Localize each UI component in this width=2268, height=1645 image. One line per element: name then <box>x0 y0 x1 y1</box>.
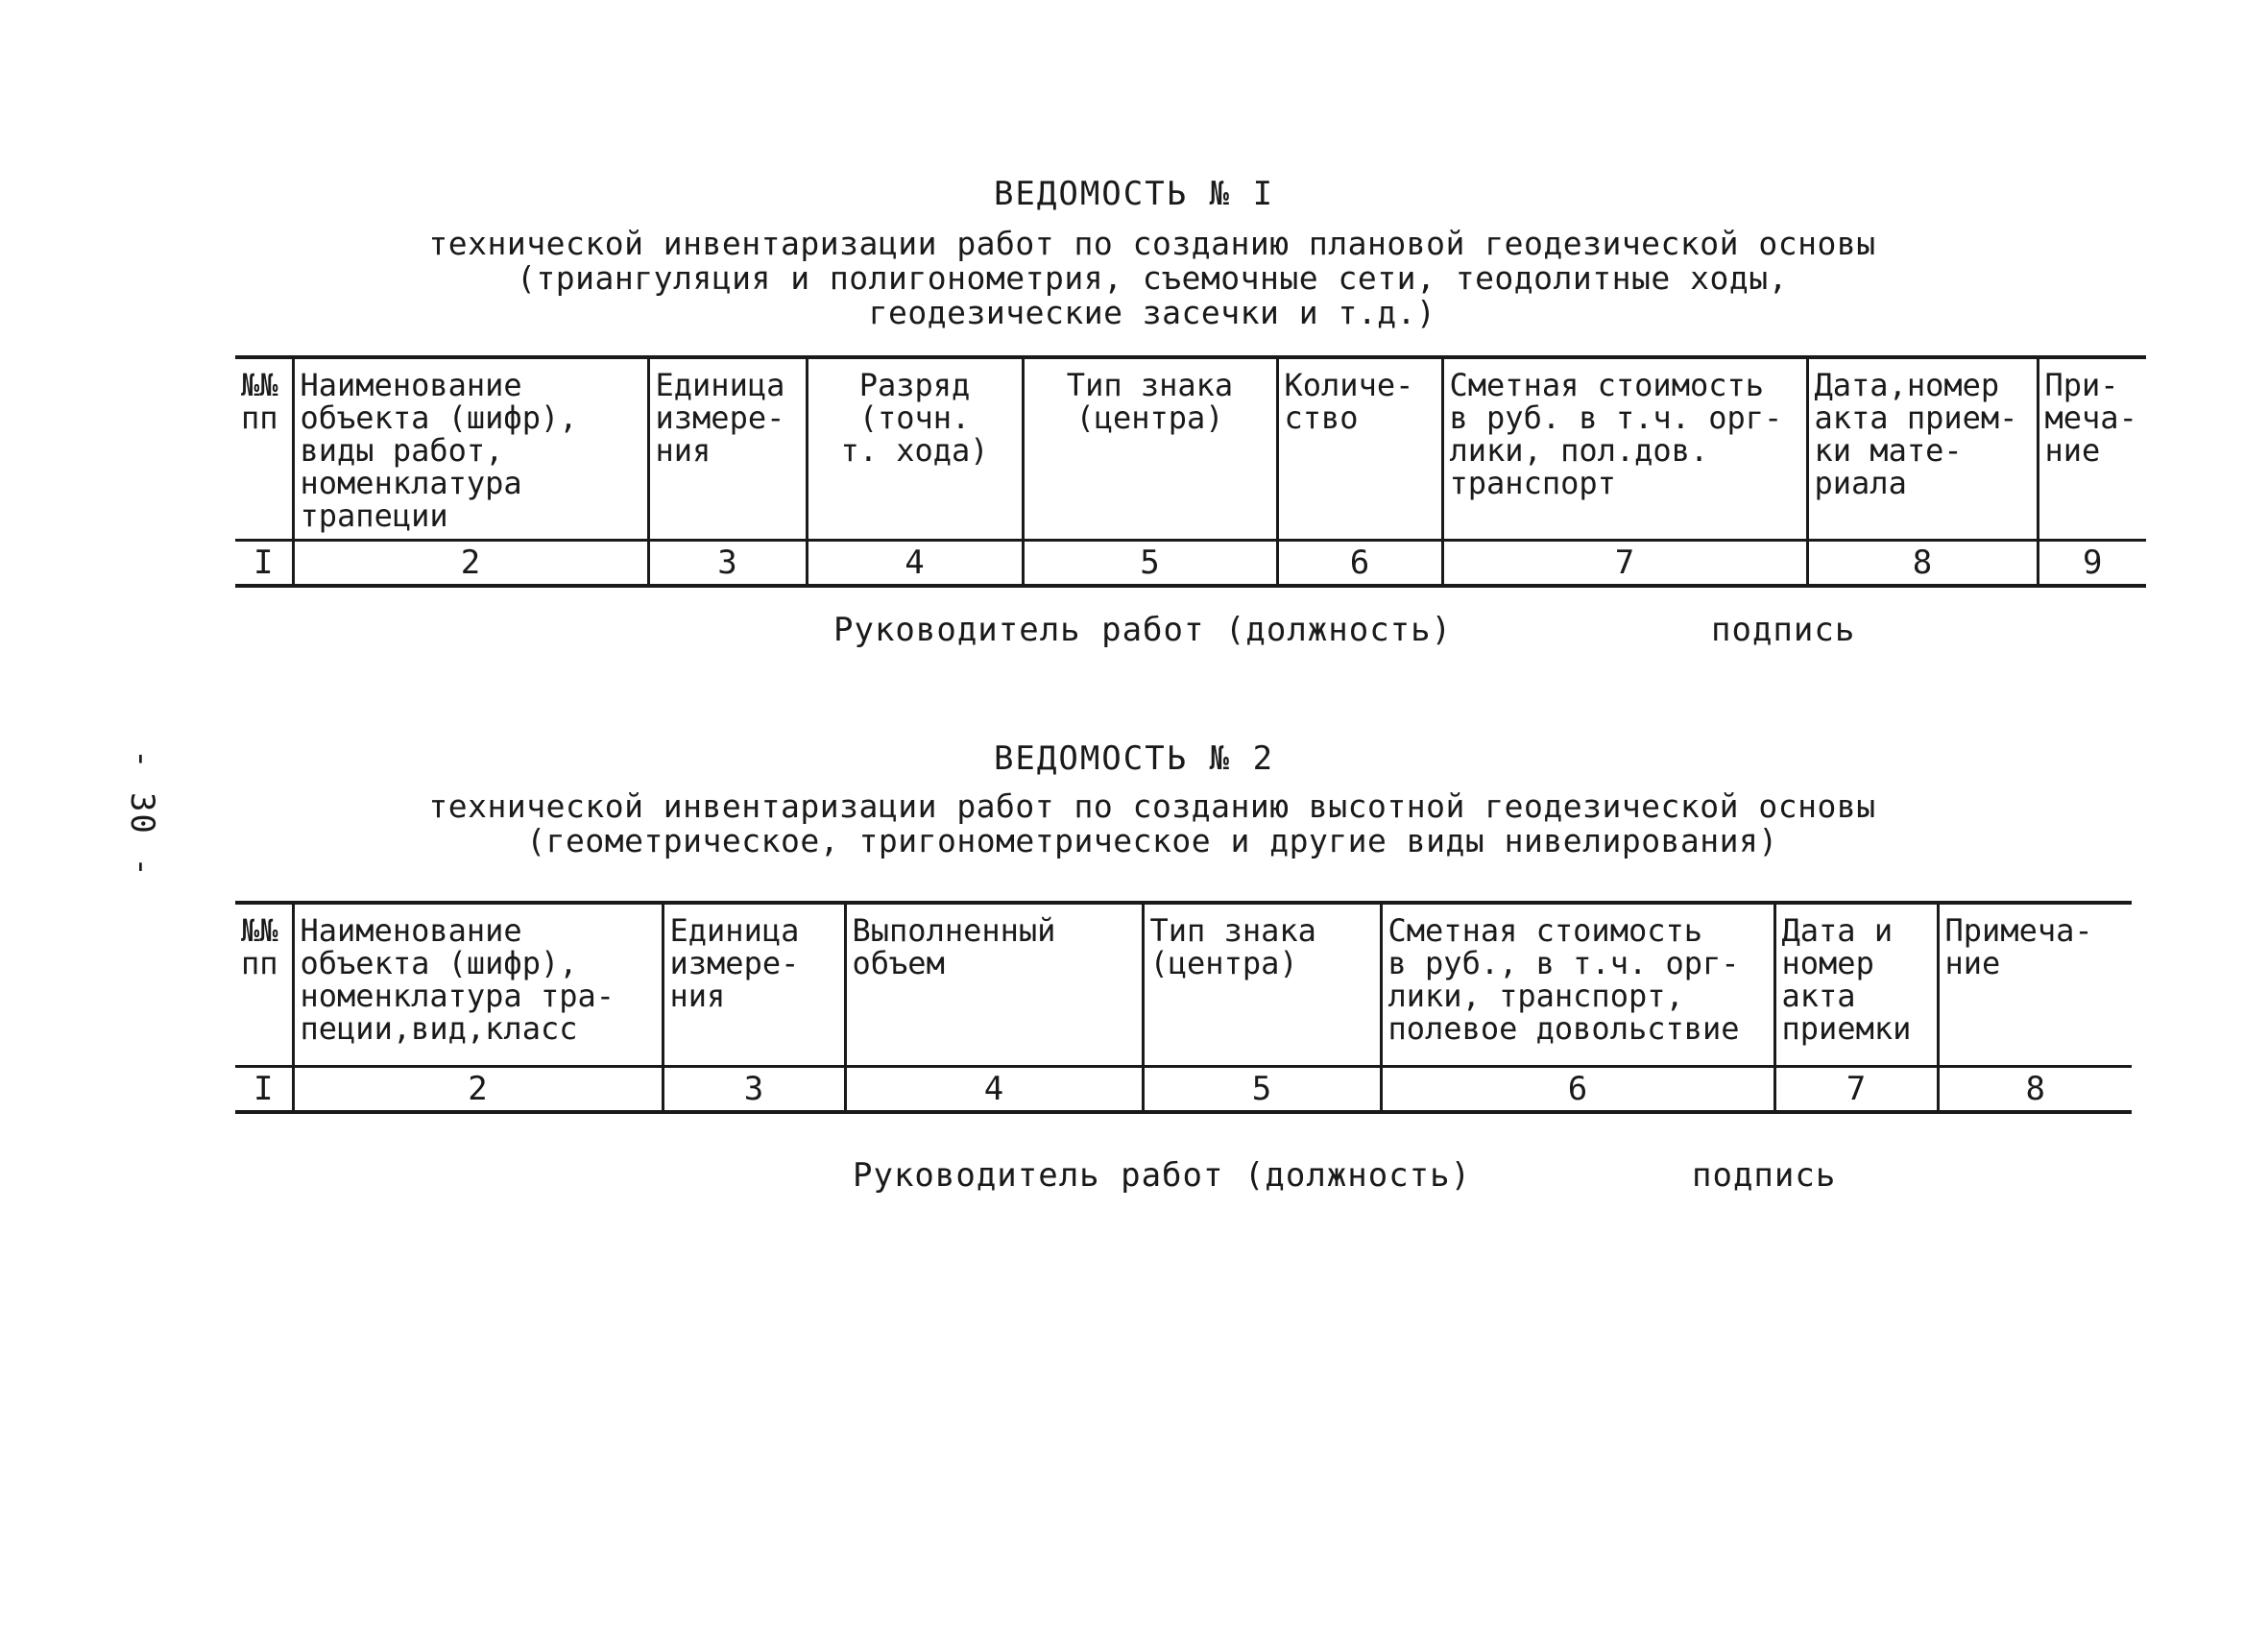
statement2-signature-role: Руководитель работ (должность) <box>853 1156 1472 1195</box>
column-number-cell: 6 <box>1277 540 1442 586</box>
column-number-cell: 9 <box>2038 540 2146 586</box>
column-header-unit: Единица измере- ния <box>663 903 845 1066</box>
table-number-row <box>235 540 2146 586</box>
column-number-cell: 3 <box>648 540 807 586</box>
statement2-table <box>235 901 2132 1114</box>
column-header-number: №№ пп <box>235 357 293 540</box>
statement2-signature-label: подпись <box>1692 1156 1837 1195</box>
column-header-act-date: Дата и номер акта приемки <box>1774 903 1938 1066</box>
column-number-cell: 2 <box>293 540 648 586</box>
column-number-cell: 6 <box>1381 1066 1774 1112</box>
statement2-subtitle <box>288 789 2016 859</box>
statement2-title: ВЕДОМОСТЬ № 2 <box>993 739 1275 778</box>
table-header-row <box>235 357 2146 540</box>
statement2-subtitle-line: (геометрическое, тригонометрическое и другие виды нивелирования) <box>526 822 1778 859</box>
column-header-note: При- меча- ние <box>2038 357 2146 540</box>
column-number-cell: 4 <box>807 540 1023 586</box>
column-number-cell: 7 <box>1774 1066 1938 1112</box>
column-header-rank: Разряд (точн. т. хода) <box>807 357 1023 540</box>
column-number-cell: 2 <box>293 1066 663 1112</box>
statement1-table <box>235 355 2146 588</box>
column-header-sign-type: Тип знака (центра) <box>1143 903 1381 1066</box>
column-number-cell: I <box>235 1066 293 1112</box>
statement2-subtitle-line: технической инвентаризации работ по созданию высотной геодезической основы <box>428 787 1876 825</box>
column-header-cost: Сметная стоимость в руб., в т.ч. орг- лики, транспорт, полевое довольствие <box>1381 903 1774 1066</box>
column-number-cell: 8 <box>1938 1066 2132 1112</box>
statement1-subtitle-line: технической инвентаризации работ по созданию плановой геодезической основы <box>428 225 1876 262</box>
column-header-quantity: Количе- ство <box>1277 357 1442 540</box>
statement1-signature-label: подпись <box>1711 611 1856 649</box>
column-header-volume: Выполненный объем <box>845 903 1143 1066</box>
statement1-title: ВЕДОМОСТЬ № I <box>993 175 1275 213</box>
column-number-cell: 4 <box>845 1066 1143 1112</box>
column-number-cell: 3 <box>663 1066 845 1112</box>
table-header-row <box>235 903 2132 1066</box>
column-header-sign-type: Тип знака (центра) <box>1023 357 1277 540</box>
column-number-cell: 5 <box>1143 1066 1381 1112</box>
column-header-unit: Единица измере- ния <box>648 357 807 540</box>
statement1-subtitle <box>288 227 2016 330</box>
column-number-cell: 7 <box>1442 540 1807 586</box>
column-header-act-date: Дата,номер акта прием- ки мате- риала <box>1807 357 2038 540</box>
column-header-note: Примеча- ние <box>1938 903 2132 1066</box>
column-header-name: Наименование объекта (шифр), виды работ, номенклатура трапеции <box>293 357 648 540</box>
statement1-signature-role: Руководитель работ (должность) <box>833 611 1453 649</box>
column-header-number: №№ пп <box>235 903 293 1066</box>
statement1-subtitle-line: (триангуляция и полигонометрия, съемочные сети, теодолитные ходы, <box>517 259 1788 297</box>
page-number: - 30 - <box>123 749 161 879</box>
column-header-name: Наименование объекта (шифр), номенклатура тра- пеции,вид,класс <box>293 903 663 1066</box>
statement1-subtitle-line: геодезические засечки и т.д.) <box>868 294 1436 331</box>
column-number-cell: 5 <box>1023 540 1277 586</box>
column-header-cost: Сметная стоимость в руб. в т.ч. орг- лики, пол.дов. транспорт <box>1442 357 1807 540</box>
column-number-cell: 8 <box>1807 540 2038 586</box>
column-number-cell: I <box>235 540 293 586</box>
table-number-row <box>235 1066 2132 1112</box>
